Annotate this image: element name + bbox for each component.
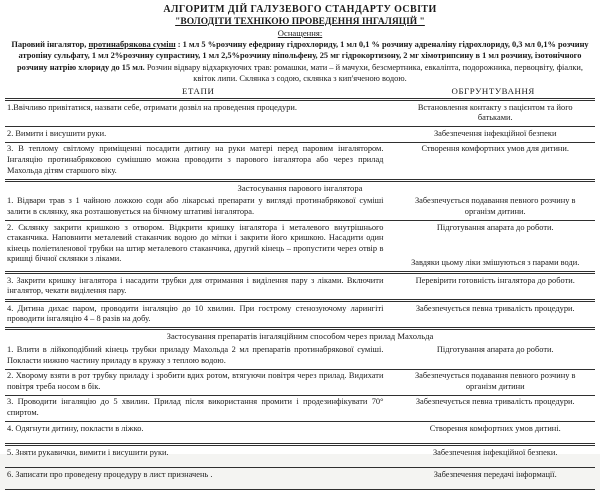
equipment-text	[5, 39, 595, 84]
equipment-regular-tail: Розчин відвару відхаркуючих трав: ромашки, мати – й мачухи, безсмертника, евкаліпта, подорожника, первоцвіту, фіалки, квіток липи. Склянка з содою, склянка з кип'яченою водою.	[144, 62, 583, 83]
rationale-text: Підготування апарата до роботи.	[436, 222, 554, 232]
equipment-label: Оснащення:	[277, 28, 323, 38]
step-cell: 2. Хворому взяти в рот трубку приладу і зробити вдих ротом, втягуючи повітря через прилад. Видихати повітря треба носом в бік.	[7, 371, 384, 391]
table-row	[5, 395, 595, 421]
table-row	[5, 443, 595, 467]
step-cell: 3. В теплому світлому приміщенні посадити дитину на руки матері перед паровим інгалятором. Інгаляцію протинабряковою сумішшю можна проводити з парового інгалятора або через прилад Махольда дітям старшого віку.	[7, 144, 384, 175]
step-cell: 1.Ввічливо привітатися, назвати себе, отримати дозвіл на проведення процедури.	[7, 102, 297, 112]
step-cell: 2. Вимити і висушити руки.	[7, 128, 107, 138]
table-row	[5, 101, 595, 126]
rationale-note: Завдяки цьому ліки змішуються з парами води.	[411, 257, 580, 267]
section-title-steam-inhaler: Застосування парового інгалятора	[5, 179, 595, 195]
rationale-cell: Забезпечення інфекційної безпеки	[433, 128, 557, 138]
equipment-mixture-term: протинабрякова суміш	[88, 40, 176, 49]
rationale-cell: Забезпечується подавання певного розчину в організм дитини.	[414, 196, 576, 216]
rationale-cell: Забезпечення інфекційної безпеки.	[432, 447, 558, 457]
step-cell: 1. Влити в лійкоподібний кінець трубки приладу Махольда 2 мл препаратів протинабрякової суміші. Покласти нижню частину приладу в кружку з теплою водою.	[7, 345, 384, 365]
equipment-bold-rest: : 1 мл 5 %розчину ефедрину гідрохлориду, 1 мл 0,1 % розчину адреналіну гідрохлориду, 0,3 мл 0,1% розчину атропіну сульфату, 1 мл 2%розчину супрастину, 1 мл 2,5%розчину піпольфену, 25 мг гідрокортизону, 2 мг хімотрипсину в 1 мл розчину, ізотонічного розчину натрію хлориду до 15 мл.	[17, 40, 589, 72]
page-subtitle: "ВОЛОДІТИ ТЕХНІКОЮ ПРОВЕДЕННЯ ІНГАЛЯЦІЙ "	[175, 17, 425, 27]
table-row	[5, 299, 595, 327]
step-cell: 3. Проводити інгаляцію до 5 хвилин. Прилад після використання промити і продезинфікувати 70° спиртом.	[7, 397, 384, 417]
rationale-cell: Створення комфортних умов для дитини.	[421, 144, 569, 154]
step-cell: 1. Відвари трав з 1 чайною ложкою соди або лікарські препарати у вигляді протинабрякової суміші залити в склянку, яка розташовується на бічному штативі інгалятора.	[7, 196, 384, 216]
step-cell: 6. Записати про проведену процедуру в лист призначень .	[7, 469, 213, 479]
step-cell: 4. Дитина дихає паром, проводити інгаляцію до 10 хвилин. При гострому стенозуючому ларингіті проводити інгаляцію 4 – 8 разів на добу.	[7, 303, 384, 324]
table-row	[5, 142, 595, 179]
table-row	[5, 421, 595, 443]
table-row	[5, 344, 595, 369]
step-cell: 5. Зняти рукавички, вимити і висушити руки.	[7, 447, 169, 457]
rationale-cell: Забезпечується певна тривалість процедури.	[415, 303, 575, 313]
equipment-bold-lead: Паровий інгалятор,	[11, 40, 89, 49]
rationale-cell: Забезпечення передачі інформації.	[433, 469, 557, 479]
rationale-cell	[391, 221, 595, 271]
section-title-makhold-device: Застосування препаратів інгаляційним способом через прилад Махольда	[5, 327, 595, 343]
table-row	[5, 126, 595, 142]
step-cell: 4. Одягнути дитину, покласти в ліжко.	[7, 423, 144, 433]
table-row	[5, 467, 595, 489]
page-title: АЛГОРИТМ ДІЙ ГАЛУЗЕВОГО СТАНДАРТУ ОСВІТИ	[163, 4, 437, 15]
algorithm-table	[5, 86, 595, 490]
rationale-cell: Забезпечується певна тривалість процедури.	[415, 397, 575, 407]
step-cell: 2. Склянку закрити кришкою з отвором. Відкрити кришку інгалятора і металевого внутрішнього стаканчика. Наповнити металевий стаканчик водою до мітки і закрити його кришкою. Насадити один кінець поліетиленової трубки на штир металевого стаканчика, другий кінець – пропустити через отвір в кришці бічної склянки з ліками.	[7, 222, 384, 264]
column-header-rationale: ОБГРУНТУВАННЯ	[451, 86, 535, 97]
table-row	[5, 195, 595, 220]
rationale-cell: Перевірити готовність інгалятора до роботи.	[415, 275, 575, 285]
table-row	[5, 271, 595, 299]
rationale-cell: Створення комфортних умов дитині.	[429, 423, 561, 433]
table-header-row	[5, 86, 595, 101]
table-row	[5, 220, 595, 271]
rationale-cell: Забезпечується подавання певного розчину в організм дитини	[414, 371, 576, 391]
rationale-cell: Підготування апарата до роботи.	[436, 345, 554, 354]
rationale-cell: Встановлення контакту з пацієнтом та його батьками.	[417, 102, 573, 123]
table-row	[5, 369, 595, 395]
column-header-steps: ЕТАПИ	[182, 86, 215, 97]
step-cell: 3. Закрити кришку інгалятора і насадити трубки для отримання і виділення пару з ліками. Включити інгалятор, чекати виділення пару.	[7, 275, 384, 296]
